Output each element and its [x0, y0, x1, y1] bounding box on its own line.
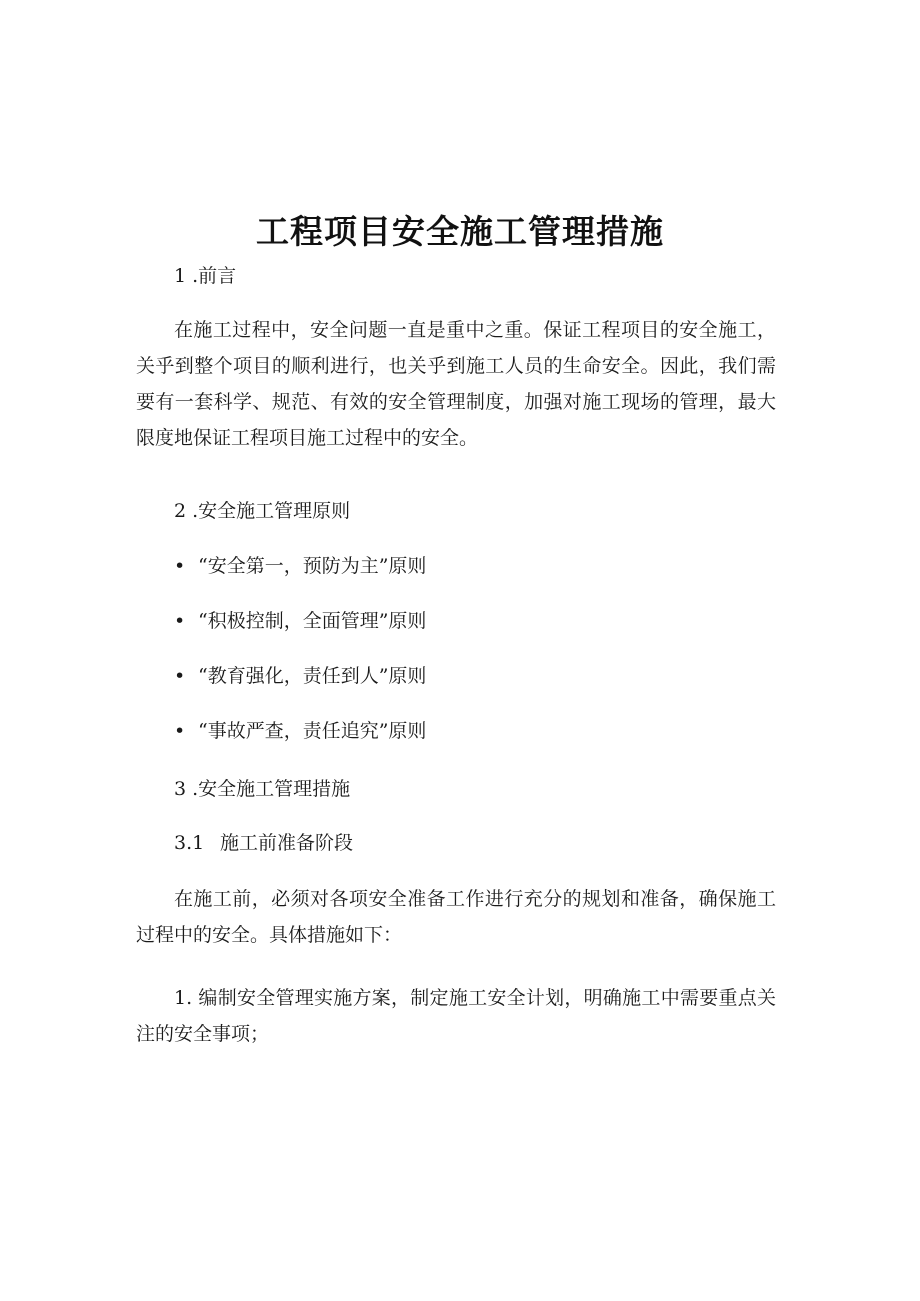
bullet-icon: • [174, 610, 186, 632]
list-item [174, 603, 814, 639]
document-title: 工程项目安全施工管理措施 [256, 212, 664, 251]
principle-text: “事故严查，责任追究”原则 [198, 720, 427, 742]
list-item [174, 713, 814, 749]
list-item [174, 548, 814, 584]
bullet-icon: • [174, 720, 186, 742]
measure-item-1: 1. 编制安全管理实施方案，制定施工安全计划，明确施工中需要重点关注的安全事项； [136, 987, 776, 1045]
section-heading-preface: 1 .前言 [174, 265, 237, 287]
list-item [174, 658, 814, 694]
principle-text: “安全第一，预防为主”原则 [198, 555, 427, 577]
bullet-icon: • [174, 555, 186, 577]
principle-text: “积极控制，全面管理”原则 [198, 610, 427, 632]
subsection-heading [174, 825, 814, 861]
subsection-title: 施工前准备阶段 [220, 832, 354, 854]
principle-text: “教育强化，责任到人”原则 [198, 665, 427, 687]
section-heading-measures: 3 .安全施工管理措施 [174, 778, 351, 800]
bullet-icon: • [174, 665, 186, 687]
subsection-paragraph: 在施工前，必须对各项安全准备工作进行充分的规划和准备，确保施工过程中的安全。具体措施如下： [136, 888, 776, 946]
subsection-number: 3.1 [174, 832, 205, 854]
preface-paragraph: 在施工过程中，安全问题一直是重中之重。保证工程项目的安全施工，关乎到整个项目的顺利进行，也关乎到施工人员的生命安全。因此，我们需要有一套科学、规范、有效的安全管理制度，加强对施工现场的管理，最大限度地保证工程项目施工过程中的安全。 [136, 319, 776, 449]
section-heading-principles: 2 .安全施工管理原则 [174, 500, 351, 522]
